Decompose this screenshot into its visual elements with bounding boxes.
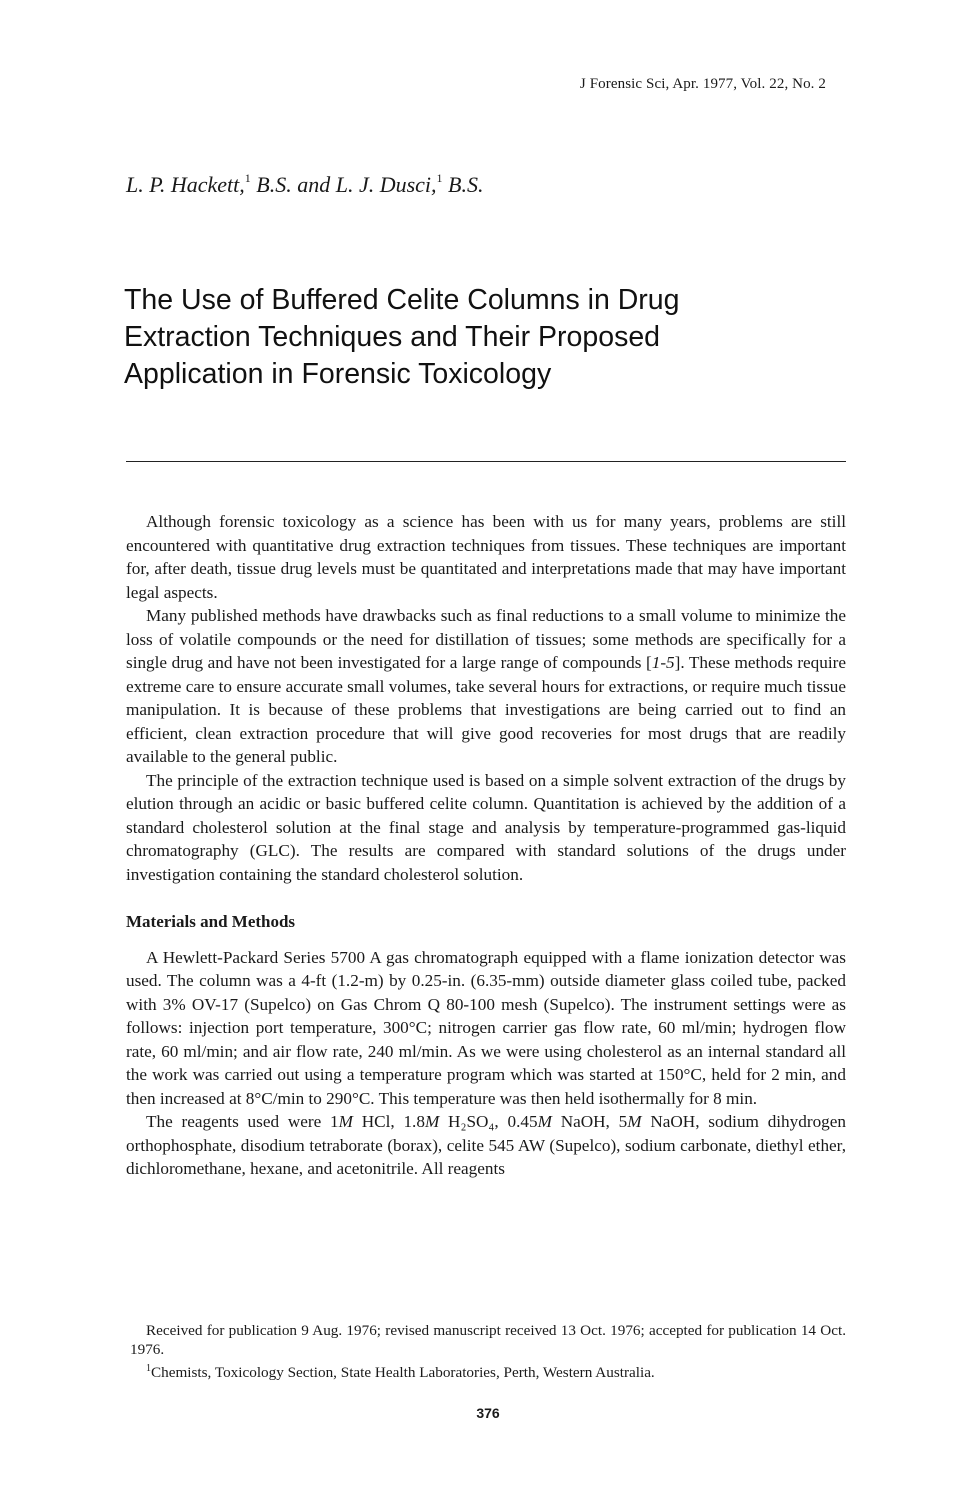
molarity-unit: M [537,1112,552,1131]
intro-paragraph-1: Although forensic toxicology as a science has been with us for many years, problems are still encountered with quantitative drug extraction techniques from tissues. These techniques are important for, after death, tissue drug levels must be quantitated and interpretations made that may have important legal aspects. [126,512,846,602]
publication-history-note: Received for publication 9 Aug. 1976; revised manuscript received 13 Oct. 1976; accepted for publication 14 Oct. 1976. [130,1322,846,1358]
article-title [124,282,844,393]
molarity-unit: M [338,1112,353,1131]
author-1-degree: B.S. and [250,172,336,197]
methods-p2-t2: H₂SO₄, 0.45 [439,1112,538,1131]
title-line-2: Extraction Techniques and Their Proposed [124,321,661,353]
author-line [126,172,483,198]
author-2-degree: B.S. [442,172,484,197]
article-body [126,510,846,1181]
author-2-footnote-mark: 1 [436,170,443,185]
methods-p2-t1: HCl, 1.8 [352,1112,425,1131]
page-number: 376 [476,1405,500,1421]
methods-p2-rest: NaOH, sodium dihydrogen orthophosphate, disodium tetraborate (borax), celite 545 AW (Supelco), sodium carbonate, diethyl ether, dichloromethane, hexane, and acetonitrile. All reagents [126,1112,846,1178]
citation-reference: 1-5 [651,653,675,672]
affiliation-text: Chemists, Toxicology Section, State Health Laboratories, Perth, Western Australia. [151,1364,655,1382]
molarity-unit: M [627,1112,642,1131]
title-divider [126,461,846,462]
molarity-unit: M [424,1112,440,1131]
section-heading-materials-methods: Materials and Methods [126,912,296,931]
intro-paragraph-3: The principle of the extraction technique used is based on a simple solvent extraction of the drugs by elution through an acidic or basic buffered celite column. Quantitation is achieved by the addition of a standard cholesterol solution at the final stage and analysis by temperature-programmed gas-liquid chromatography (GLC). The results are compared with standard solutions of the drugs under investigation containing the standard cholesterol solution. [126,770,846,884]
intro-paragraph-2-text-b: ]. These methods require extreme care to ensure accurate small volumes, take several hours for extractions, or require much tissue manipulation. It is because of these problems that investigations are being carried out to find an efficient, clean extraction procedure that will give good recoveries for most drugs that are readily available to the general public. [126,653,846,766]
intro-paragraph-2 [126,604,846,769]
methods-paragraph-1: A Hewlett-Packard Series 5700 A gas chromatograph equipped with a flame ionization detector was used. The column was a 4-ft (1.2-m) by 0.25-in. (6.35-mm) outside diameter glass coiled tube, packed with 3% OV-17 (Supelco) on Gas Chrom Q 80-100 mesh (Supelco). The instrument settings were as follows: injection port temperature, 300°C; nitrogen carrier gas flow rate, 60 ml/min; hydrogen flow rate, 60 ml/min; and air flow rate, 240 ml/min. As we were using cholesterol as an internal standard all the work was carried out using a temperature program which was started at 150°C, held for 2 min, and then increased at 8°C/min to 290°C. This temperature was then held isothermally for 8 min. [126,947,846,1108]
affiliation-note [130,1359,846,1382]
intro-paragraph-2-text-a: Many published methods have drawbacks such as final reductions to a small volume to minimize the loss of volatile compounds or the need for distillation of tissues; some methods are specifically for a single drug and have not been investigated for a large range of compounds [ [126,606,846,672]
title-line-3: Application in Forensic Toxicology [124,358,552,390]
methods-p2-pre: The reagents used were 1 [146,1112,339,1131]
author-1-footnote-mark: 1 [244,170,251,185]
affiliation-footnote-mark: 1 [146,1363,151,1374]
methods-paragraph-2 [126,1110,846,1181]
title-line-1: The Use of Buffered Celite Columns in Drug [124,284,680,316]
author-2-name: L. J. Dusci, [335,172,437,197]
footnotes [130,1321,846,1382]
methods-p2-t3: NaOH, 5 [551,1112,628,1131]
journal-citation: J Forensic Sci, Apr. 1977, Vol. 22, No. 2 [579,76,826,92]
author-1-name: L. P. Hackett, [126,172,245,197]
